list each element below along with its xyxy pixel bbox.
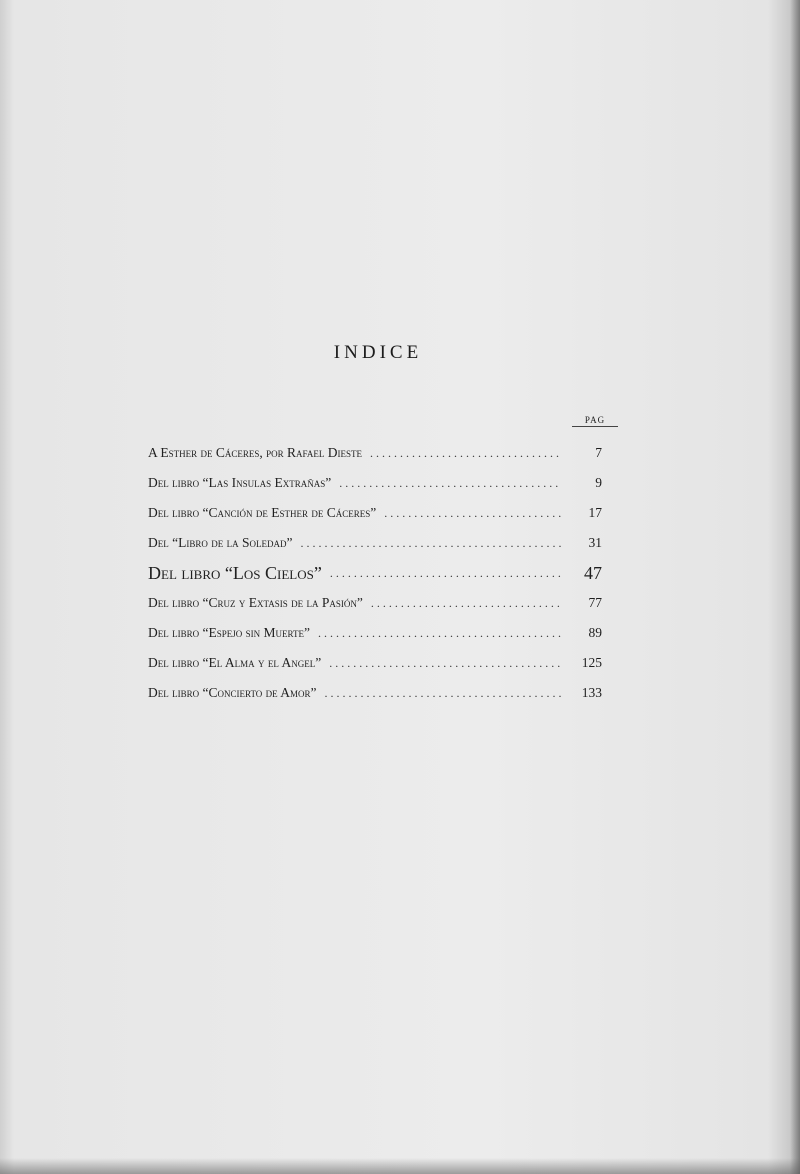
toc-entry-title: Del libro “El Alma y el Angel” xyxy=(148,655,322,670)
dot-leader xyxy=(329,656,562,671)
toc-entry-title: A Esther de Cáceres, por Rafael Dieste xyxy=(148,445,362,460)
toc-entry xyxy=(148,498,602,528)
toc-entry xyxy=(148,528,602,558)
toc-entry-page: 89 xyxy=(588,625,602,640)
toc-entry-page: 133 xyxy=(581,685,602,700)
page-title: INDICE xyxy=(333,342,423,363)
dot-leader xyxy=(339,476,562,491)
dot-leader xyxy=(330,566,562,581)
dot-leader xyxy=(384,506,562,521)
page-column-header: PAG xyxy=(572,415,618,427)
toc-entry-page: 125 xyxy=(581,655,602,670)
toc-entry-page: 77 xyxy=(588,595,602,610)
toc-entry xyxy=(148,678,602,708)
toc-entry-page: 17 xyxy=(588,505,602,520)
toc-entry xyxy=(148,468,602,498)
toc-entry-page: 31 xyxy=(588,535,602,550)
toc-entry-title: Del “Libro de la Soledad” xyxy=(148,535,293,550)
table-of-contents xyxy=(148,438,602,708)
toc-entry-title: Del libro “Los Cielos” xyxy=(148,562,322,583)
toc-entry xyxy=(148,618,602,648)
toc-entry-title: Del libro “Concierto de Amor” xyxy=(148,685,317,700)
dot-leader xyxy=(300,536,562,551)
toc-entry-title: Del libro “Las Insulas Extrañas” xyxy=(148,475,332,490)
toc-entry-page: 47 xyxy=(584,562,602,583)
toc-entry-page: 7 xyxy=(595,445,602,460)
toc-entry xyxy=(148,438,602,468)
dot-leader xyxy=(370,446,562,461)
toc-entry xyxy=(148,558,602,588)
toc-entry xyxy=(148,648,602,678)
toc-entry-title: Del libro “Espejo sin Muerte” xyxy=(148,625,310,640)
dot-leader xyxy=(325,686,562,701)
toc-entry-page: 9 xyxy=(595,475,602,490)
toc-entry-title: Del libro “Canción de Esther de Cáceres” xyxy=(148,505,377,520)
page-shadow-bottom xyxy=(0,1158,800,1174)
toc-entry-title: Del libro “Cruz y Extasis de la Pasión” xyxy=(148,595,363,610)
dot-leader xyxy=(318,626,562,641)
dot-leader xyxy=(371,596,562,611)
page-shadow-right xyxy=(790,0,800,1174)
toc-entry xyxy=(148,588,602,618)
